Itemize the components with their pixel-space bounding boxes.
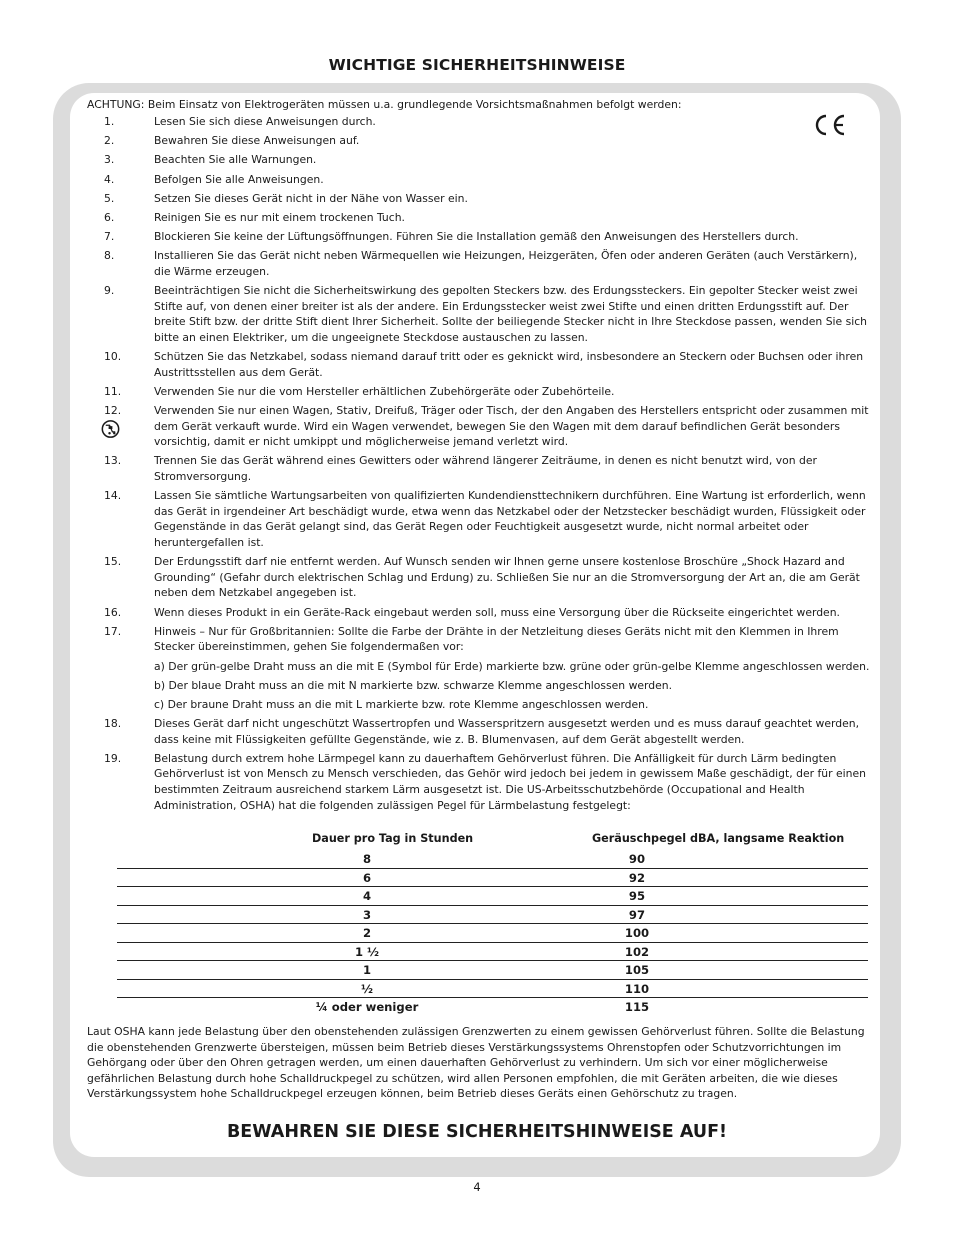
item-text: Beachten Sie alle Warnungen. [154,153,317,167]
cart-tip-over-warning-icon [101,419,120,439]
list-item [104,210,870,226]
table-row [117,869,868,888]
dba-cell: 97 [628,907,646,922]
sub-item: a) Der grün-gelbe Draht muss an die mit E (Symbol für Erde) markierte bzw. grüne oder grün-gelbe Klemme angeschlossen werden. [154,659,870,673]
list-item [104,172,870,188]
item-number: 5. [104,191,115,205]
item-text: Dieses Gerät darf nicht ungeschützt Wassertropfen und Wasserspritzern ausgesetzt werden und es muss darauf geachtet werden, dass keine mit Flüssigkeiten gefüllte Gegenstände, wie z. B. Blumenvasen, auf dem Gerät abgestellt werden. [154,717,860,746]
dba-cell: 105 [624,963,650,977]
item-text: Trennen Sie das Gerät während eines Gewitters oder während längerer Zeiträume, in denen es nicht benutzt wird, von der Stromversorgung. [154,454,817,483]
item-text: Blockieren Sie keine der Lüftungsöffnungen. Führen Sie die Installation gemäß den Anweisungen des Herstellers durch. [154,230,799,244]
item-number: 17. [104,624,122,638]
item-text: Reinigen Sie es nur mit einem trockenen Tuch. [154,210,405,224]
item-text: Hinweis – Nur für Großbritannien: Sollte die Farbe der Drähte in der Netzleitung dieses Geräts nicht mit den Klemmen in Ihrem Stecker übereinstimmen, gehen Sie folgendermaßen vor: [154,624,839,654]
dba-cell: 110 [624,981,650,996]
item-text: Beeinträchtigen Sie nicht die Sicherheitswirkung des gepolten Steckers bzw. des Erdungssteckers. Ein gepolter Stecker weist zwei Stifte auf, von denen einer breiter ist als der andere. Ein Erdungsstecker weist zwei Stifte und einen dritten Erdungsstift auf. Der breite Stift bzw. der dritte Stift dient Ihrer Sicherheit. Sollte der beiliegende Stecker nicht in Ihre Steckdose passen, wenden Sie sich bitte an einen Elektriker, um die ungeeignete Steckdose austauschen zu lassen. [154,284,868,344]
intro-text: ACHTUNG: Beim Einsatz von Elektrogeräten müssen u.a. grundlegende Vorsichtsmaßnahmen befolgt werden: [87,98,682,111]
dba-cell: 115 [624,1000,650,1014]
table-row [117,924,868,943]
item-number: 18. [104,717,122,731]
item-number: 8. [104,249,115,263]
item-number: 7. [104,230,115,244]
list-item [104,624,870,655]
safety-instructions-list [104,114,870,817]
list-item [104,716,870,747]
list-item [104,133,870,149]
hours-cell: 1 ½ [354,944,380,959]
item-number: 11. [104,384,122,398]
item-number: 1. [104,115,115,128]
item-number: 16. [104,605,122,619]
item-text: Wenn dieses Produkt in ein Geräte-Rack eingebaut werden soll, muss eine Versorgung über die Rückseite eingerichtet werden. [154,605,840,619]
hours-cell: 6 [362,870,372,885]
dba-cell: 102 [624,944,650,959]
hours-cell: 3 [362,907,372,922]
item-number: 2. [104,134,115,148]
table-row [117,850,868,869]
table-row [117,961,868,980]
dba-cell: 100 [624,926,650,940]
table-header-dba: Geräuschpegel dBA, langsame Reaktion [592,832,845,845]
list-item [104,384,870,400]
item-text: Lassen Sie sämtliche Wartungsarbeiten von qualifizierten Kundendiensttechnikern durchführen. Eine Wartung ist erforderlich, wenn das Gerät in irgendeiner Art beschädigt wurde, etwa wenn das Netzkabel oder der Netzstecker beschädigt wurden, Flüssigkeit oder Gegenstände in das Gerät gelangt sind, das Gerät Regen oder Feuchtigkeit ausgesetzt wurde, nicht normal arbeitet oder heruntergefallen ist. [154,489,866,549]
closing-paragraph: Laut OSHA kann jede Belastung über den obenstehenden zulässigen Grenzwerten zu einem gewissen Gehörverlust führen. Sollte die Belastung die obenstehenden Grenzwerte übersteigen, müssen beim Betrieb dieses Verstärkungssystems Ohrenstopfen oder Schutzvorrichtungen im Gehörgang oder über den Ohren getragen werden, um einen dauerhaften Gehörverlust zu verhindern. Um sich vor einer möglicherweise gefährlichen Belastung durch hohe Schalldruckpegel zu schützen, wird allen Personen empfohlen, die mit Geräten arbeiten, die wie dieses Verstärkungssystem hohe Schalldruckpegel erzeugen können, beim Betrieb dieses Geräts einen Gehörschutz zu tragen. [87,1025,865,1101]
item-number: 6. [104,210,115,224]
hours-cell: ½ [360,981,373,996]
table-row [117,906,868,925]
item-text: Schützen Sie das Netzkabel, sodass niemand darauf tritt oder es geknickt wird, insbesondere an Steckern oder Buchsen oder ihren Austrittsstellen aus dem Gerät. [154,350,864,379]
dba-cell: 95 [628,889,646,903]
list-item [104,453,870,484]
list-item [104,283,870,345]
footer-title: BEWAHREN SIE DIESE SICHERHEITSHINWEISE AUF! [226,1122,728,1142]
item-text: Der Erdungsstift darf nie entfernt werden. Auf Wunsch senden wir Ihnen gerne unsere kostenlose Broschüre „Shock Hazard and Grounding“ (Gefahr durch elektrischen Schlag und Erdung) zu. Schließen Sie nur an die Stromversorgung der Art an, die am Gerät neben dem Netzkabel angegeben ist. [154,555,860,600]
list-item [104,349,870,380]
item-number: 19. [104,751,122,765]
list-item [104,191,870,207]
hours-cell: 4 [362,889,372,903]
list-item [104,605,870,621]
table-row [117,943,868,962]
hours-cell: 8 [362,852,372,866]
page-number: 4 [473,1180,481,1194]
hours-cell: ¼ oder weniger [315,1000,419,1014]
sub-item: c) Der braune Draht muss an die mit L markierte bzw. rote Klemme angeschlossen werden. [154,697,649,711]
item-number: 14. [104,489,122,503]
item-number: 12. [104,404,122,418]
item-text: Bewahren Sie diese Anweisungen auf. [154,134,360,148]
list-item [104,488,870,550]
hours-cell: 1 [362,963,372,977]
item-text: Belastung durch extrem hohe Lärmpegel kann zu dauerhaftem Gehörverlust führen. Die Anfälligkeit für durch Lärm bedingten Gehörverlust ist von Mensch zu Mensch verschieden, das Gehör wird jedoch bei jedem in gewissem Maße geschädigt, der für einen bestimmten Zeitraum ausreichend starkem Lärm ausgesetzt ist. Die US-Arbeitsschutzbehörde (Occupational and Health Administration, OSHA) hat die folgenden zulässigen Pegel für Lärmbelastung festgelegt: [154,751,866,812]
list-item [104,152,870,168]
item-number: 4. [104,172,115,186]
item-text: Lesen Sie sich diese Anweisungen durch. [154,115,376,128]
dba-cell: 90 [628,852,646,866]
item-text: Verwenden Sie nur einen Wagen, Stativ, Dreifuß, Träger oder Tisch, der den Angaben des Herstellers entspricht oder zusammen mit dem Gerät verkauft wurde. Wird ein Wagen verwendet, bewegen Sie den Wagen mit dem darauf befindlichen Gerät besonders vorsichtig, damit er nicht umkippt und möglicherweise jemand verletzt wird. [154,404,869,449]
table-row [117,980,868,999]
sub-item: b) Der blaue Draht muss an die mit N markierte bzw. schwarze Klemme angeschlossen werden. [154,678,673,692]
item-text: Verwenden Sie nur die vom Hersteller erhältlichen Zubehörgeräte oder Zubehörteile. [154,384,615,398]
item-text: Befolgen Sie alle Anweisungen. [154,172,324,186]
item-number: 10. [104,350,122,364]
hours-cell: 2 [362,926,372,940]
table-header-hours: Dauer pro Tag in Stunden [312,832,474,845]
list-item [104,229,870,245]
item-number: 15. [104,555,122,569]
list-item [104,751,870,813]
list-item [104,114,870,130]
item-number: 13. [104,454,122,468]
list-item [104,403,870,450]
list-item [104,554,870,601]
item-number: 3. [104,153,115,167]
page-title: WICHTIGE SICHERHEITSHINWEISE [328,56,626,74]
dba-cell: 92 [628,870,646,885]
item-text: Installieren Sie das Gerät nicht neben Wärmequellen wie Heizungen, Heizgeräten, Öfen oder anderen Geräten (auch Verstärkern), die Wärme erzeugen. [154,249,858,278]
table-row [117,998,868,1016]
table-row [117,887,868,906]
item-text: Setzen Sie dieses Gerät nicht in der Nähe von Wasser ein. [154,191,468,205]
item-number: 9. [104,284,115,298]
osha-noise-table [117,850,868,1016]
list-item [104,248,870,279]
